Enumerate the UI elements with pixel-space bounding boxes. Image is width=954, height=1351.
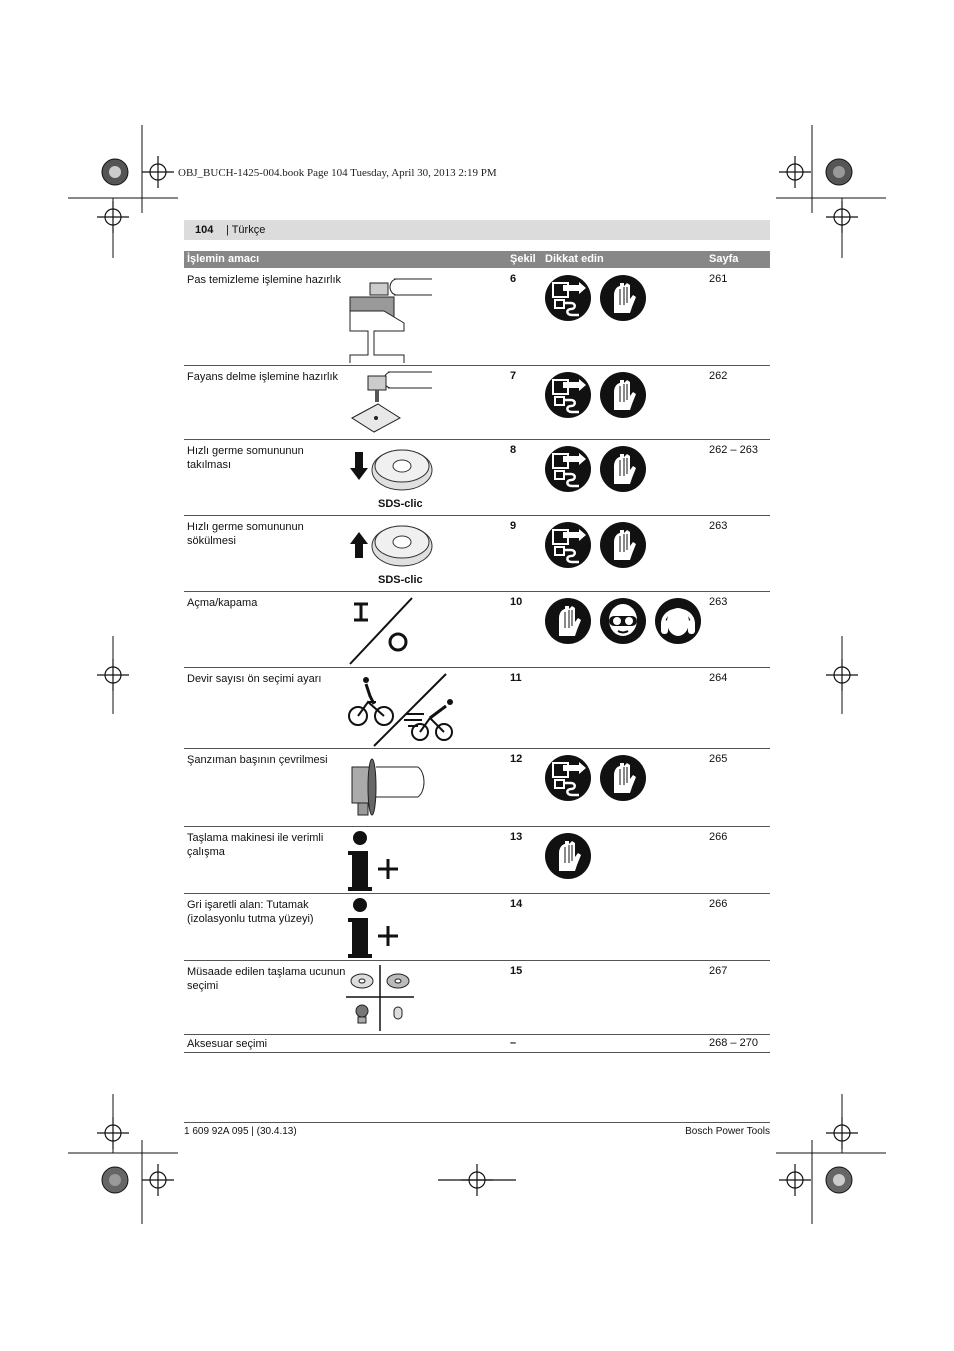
grinding-tools-grid-illustration xyxy=(346,965,416,1031)
row-text: Hızlı germe somununun takılması xyxy=(187,445,304,471)
col-purpose: İşlemin amacı xyxy=(187,253,260,265)
goggles-icon xyxy=(600,598,646,644)
row-page: 261 xyxy=(709,273,728,285)
gloves-icon xyxy=(545,833,591,879)
info-plus-icon xyxy=(346,898,416,958)
row-text: Şanzıman başının çevrilmesi xyxy=(187,754,328,766)
wire-brush-illustration xyxy=(344,273,434,363)
row-page: 262 xyxy=(709,370,728,382)
row-text: Açma/kapama xyxy=(187,597,258,609)
print-slug: OBJ_BUCH-1425-004.book Page 104 Tuesday, April 30, 2013 2:19 PM xyxy=(178,167,497,179)
row-figure-number: 13 xyxy=(510,831,523,843)
sds-clic-logo: SDS-clic xyxy=(378,498,423,510)
col-attention: Dikkat edin xyxy=(545,253,604,265)
unplug-icon xyxy=(545,755,591,801)
on-off-symbol xyxy=(344,594,419,666)
table-row xyxy=(184,516,770,592)
table-row xyxy=(184,749,770,827)
row-figure-number: 14 xyxy=(510,898,523,910)
language-label: | Türkçe xyxy=(226,224,266,236)
ear-protection-icon xyxy=(655,598,701,644)
row-text: Taşlama makinesi ile verimli çalışma xyxy=(187,832,324,858)
unplug-icon xyxy=(545,275,591,321)
table-header xyxy=(184,251,770,268)
row-text: Gri işaretli alan: Tutamak (izolasyonlu tutma yüzeyi) xyxy=(187,899,314,925)
table-row xyxy=(184,668,770,749)
row-page: 263 xyxy=(709,596,728,608)
row-figure-number: 8 xyxy=(510,444,517,456)
unplug-icon xyxy=(545,522,591,568)
footer-rule xyxy=(184,1122,770,1123)
row-page: 266 xyxy=(709,831,728,843)
row-page: 265 xyxy=(709,753,728,765)
row-figure-number: 6 xyxy=(510,273,517,285)
row-figure-number: – xyxy=(510,1037,517,1049)
row-figure-number: 9 xyxy=(510,520,517,532)
gloves-icon xyxy=(545,598,591,644)
table-row xyxy=(184,961,770,1035)
page-number: 104 xyxy=(195,224,214,236)
gloves-icon xyxy=(600,522,646,568)
speed-preselect-cyclist-illustration xyxy=(346,670,471,748)
sds-clic-logo: SDS-clic xyxy=(378,574,423,586)
gloves-icon xyxy=(600,275,646,321)
down-arrow-nut-illustration xyxy=(346,444,441,498)
table-row xyxy=(184,592,770,668)
tile-drill-illustration xyxy=(344,368,434,436)
unplug-icon xyxy=(545,372,591,418)
info-plus-icon xyxy=(346,831,416,891)
row-figure-number: 15 xyxy=(510,965,523,977)
row-text: Devir sayısı ön seçimi ayarı xyxy=(187,673,322,685)
row-figure-number: 11 xyxy=(510,672,522,684)
row-page: 267 xyxy=(709,965,728,977)
table-row xyxy=(184,1035,770,1053)
row-text: Aksesuar seçimi xyxy=(187,1038,268,1050)
row-page: 263 xyxy=(709,520,728,532)
table-row xyxy=(184,827,770,894)
row-page: 266 xyxy=(709,898,728,910)
up-arrow-nut-illustration xyxy=(346,520,441,574)
row-figure-number: 12 xyxy=(510,753,523,765)
gloves-icon xyxy=(600,372,646,418)
row-figure-number: 10 xyxy=(510,596,523,608)
unplug-icon xyxy=(545,446,591,492)
page-header-bar xyxy=(184,220,770,240)
gear-head-rotation-illustration xyxy=(346,753,426,823)
table-row xyxy=(184,269,770,366)
row-text: Fayans delme işlemine hazırlık xyxy=(187,371,339,383)
row-text: Pas temizleme işlemine hazırlık xyxy=(187,274,342,286)
row-page: 262 – 263 xyxy=(709,444,758,456)
row-page: 268 – 270 xyxy=(709,1037,758,1049)
row-figure-number: 7 xyxy=(510,370,517,382)
col-figure: Şekil xyxy=(510,253,536,265)
table-row xyxy=(184,366,770,440)
row-text: Müsaade edilen taşlama ucunun seçimi xyxy=(187,966,346,992)
gloves-icon xyxy=(600,446,646,492)
footer-brand: Bosch Power Tools xyxy=(685,1126,770,1137)
col-page: Sayfa xyxy=(709,253,739,265)
table-row xyxy=(184,894,770,961)
row-page: 264 xyxy=(709,672,728,684)
row-text: Hızlı germe somununun sökülmesi xyxy=(187,521,304,547)
footer-doc-number: 1 609 92A 095 | (30.4.13) xyxy=(184,1126,297,1137)
gloves-icon xyxy=(600,755,646,801)
table-row xyxy=(184,440,770,516)
